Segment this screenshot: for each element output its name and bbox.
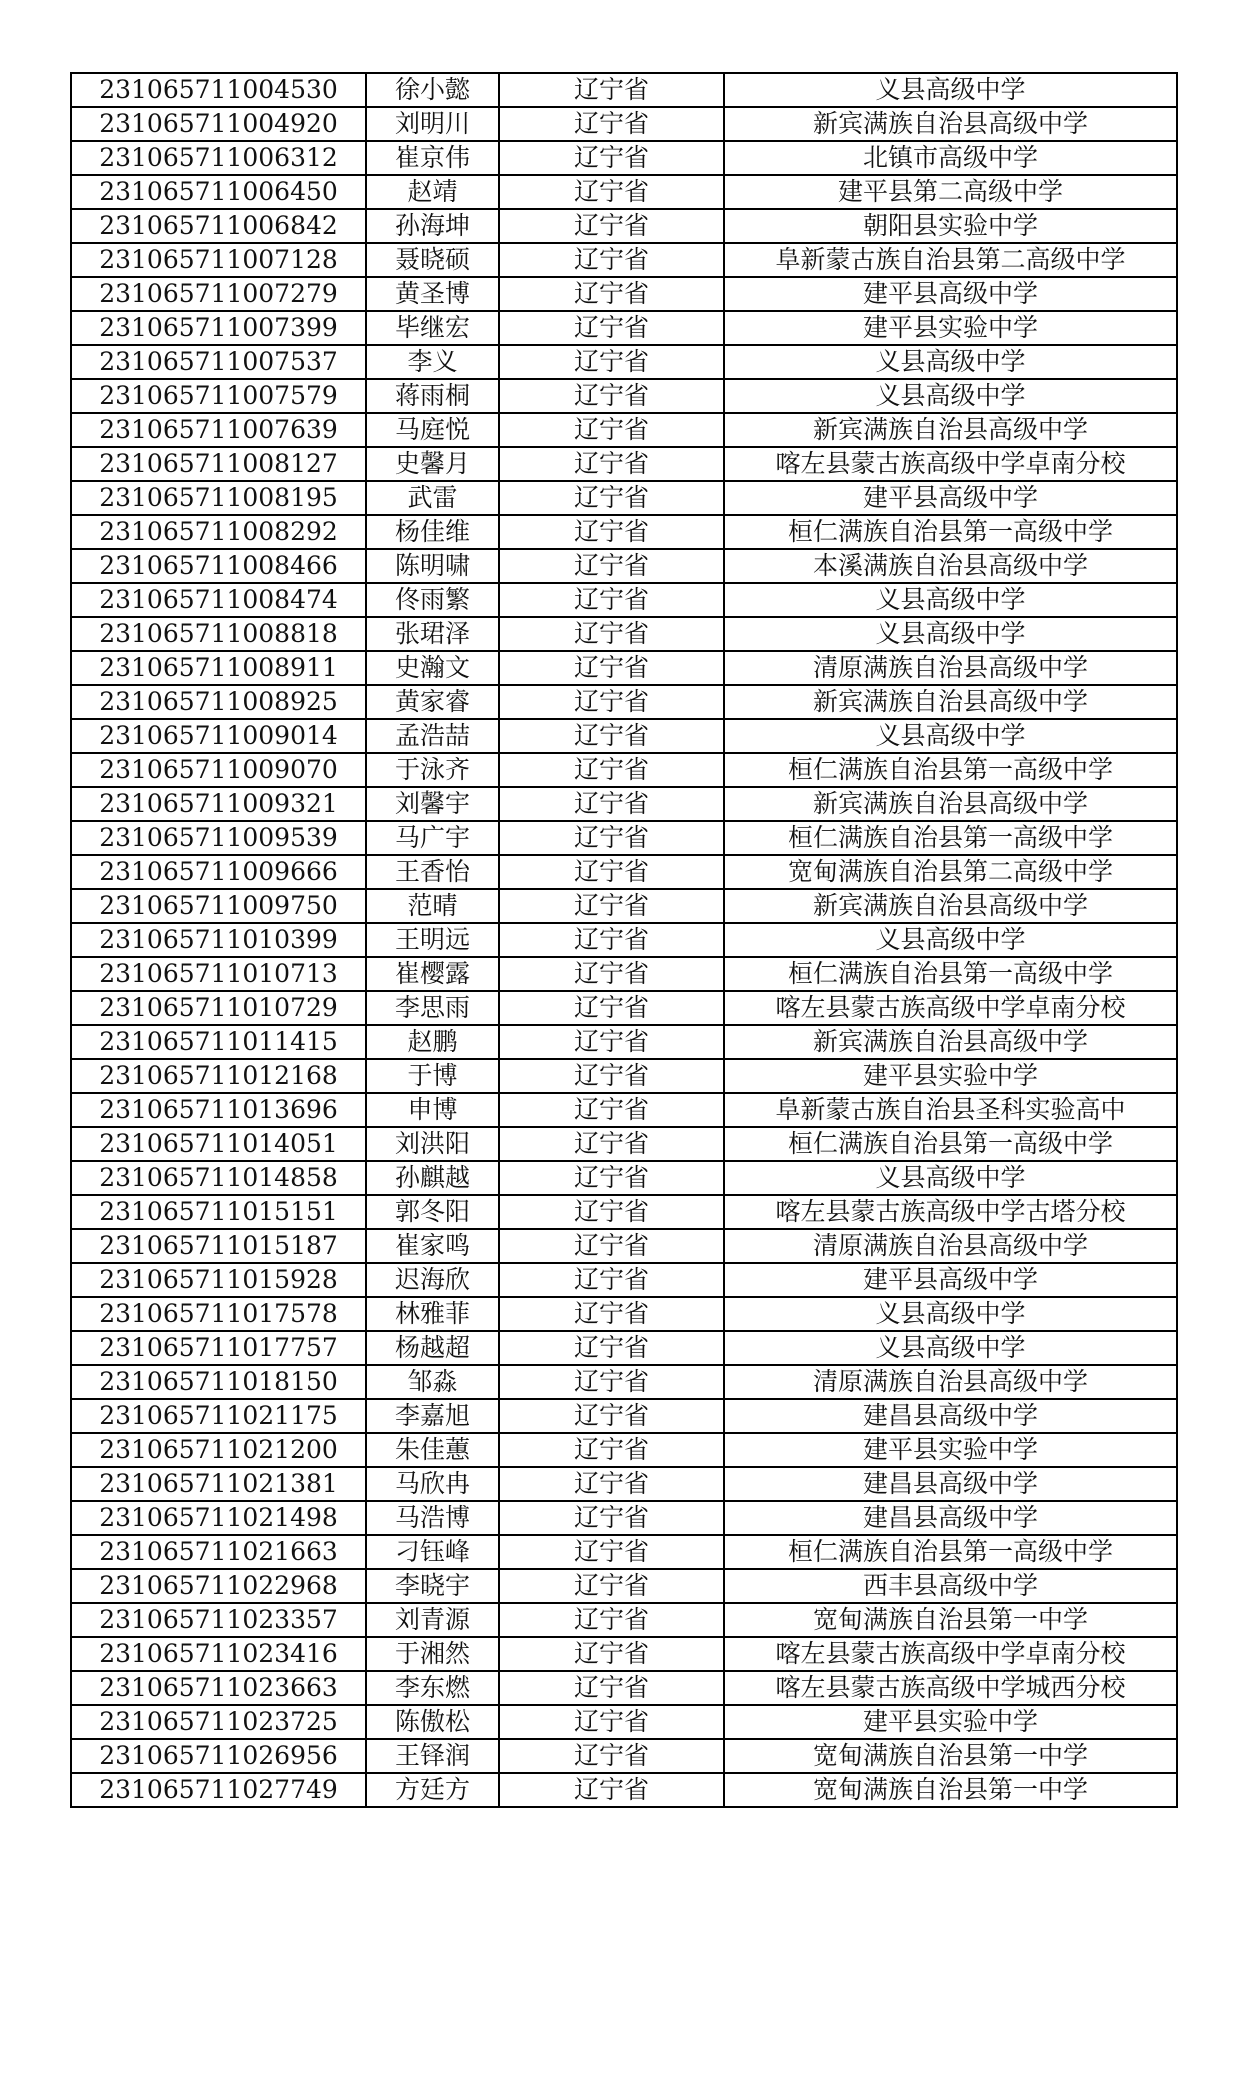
province-cell: 辽宁省: [499, 311, 724, 345]
province-cell: 辽宁省: [499, 1637, 724, 1671]
table-row: [71, 379, 1177, 413]
candidate-number-cell: 231065711007537: [71, 345, 366, 379]
school-name-cell: 建平县高级中学: [724, 1263, 1177, 1297]
candidate-number-cell: 231065711008195: [71, 481, 366, 515]
table-row: [71, 277, 1177, 311]
student-name-cell: 林雅菲: [366, 1297, 499, 1331]
school-name-cell: 北镇市高级中学: [724, 141, 1177, 175]
province-cell: 辽宁省: [499, 957, 724, 991]
candidate-number-cell: 231065711018150: [71, 1365, 366, 1399]
school-name-cell: 建昌县高级中学: [724, 1467, 1177, 1501]
table-row: [71, 651, 1177, 685]
school-name-cell: 宽甸满族自治县第一中学: [724, 1773, 1177, 1807]
table-row: [71, 1535, 1177, 1569]
student-name-cell: 黄圣博: [366, 277, 499, 311]
school-name-cell: 桓仁满族自治县第一高级中学: [724, 957, 1177, 991]
school-name-cell: 喀左县蒙古族高级中学城西分校: [724, 1671, 1177, 1705]
candidate-number-cell: 231065711017757: [71, 1331, 366, 1365]
candidate-number-cell: 231065711008818: [71, 617, 366, 651]
table-row: [71, 685, 1177, 719]
table-row: [71, 175, 1177, 209]
school-name-cell: 清原满族自治县高级中学: [724, 1229, 1177, 1263]
table-row: [71, 753, 1177, 787]
school-name-cell: 义县高级中学: [724, 1331, 1177, 1365]
table-row: [71, 1603, 1177, 1637]
school-name-cell: 义县高级中学: [724, 73, 1177, 107]
candidate-number-cell: 231065711008925: [71, 685, 366, 719]
province-cell: 辽宁省: [499, 1433, 724, 1467]
province-cell: 辽宁省: [499, 685, 724, 719]
school-name-cell: 义县高级中学: [724, 1161, 1177, 1195]
province-cell: 辽宁省: [499, 1093, 724, 1127]
candidate-number-cell: 231065711007639: [71, 413, 366, 447]
candidate-number-cell: 231065711027749: [71, 1773, 366, 1807]
province-cell: 辽宁省: [499, 855, 724, 889]
table-row: [71, 821, 1177, 855]
province-cell: 辽宁省: [499, 1365, 724, 1399]
candidate-number-cell: 231065711023663: [71, 1671, 366, 1705]
school-name-cell: 建平县高级中学: [724, 481, 1177, 515]
school-name-cell: 新宾满族自治县高级中学: [724, 1025, 1177, 1059]
school-name-cell: 阜新蒙古族自治县第二高级中学: [724, 243, 1177, 277]
school-name-cell: 新宾满族自治县高级中学: [724, 107, 1177, 141]
student-name-cell: 刁钰峰: [366, 1535, 499, 1569]
school-name-cell: 喀左县蒙古族高级中学古塔分校: [724, 1195, 1177, 1229]
province-cell: 辽宁省: [499, 209, 724, 243]
candidate-number-cell: 231065711006312: [71, 141, 366, 175]
province-cell: 辽宁省: [499, 1297, 724, 1331]
candidate-number-cell: 231065711022968: [71, 1569, 366, 1603]
table-row: [71, 1127, 1177, 1161]
student-name-cell: 张珺泽: [366, 617, 499, 651]
table-row: [71, 855, 1177, 889]
table-row: [71, 1365, 1177, 1399]
table-row: [71, 1229, 1177, 1263]
student-name-cell: 李东燃: [366, 1671, 499, 1705]
school-name-cell: 喀左县蒙古族高级中学卓南分校: [724, 1637, 1177, 1671]
student-name-cell: 马广宇: [366, 821, 499, 855]
province-cell: 辽宁省: [499, 753, 724, 787]
school-name-cell: 义县高级中学: [724, 583, 1177, 617]
candidate-number-cell: 231065711009014: [71, 719, 366, 753]
province-cell: 辽宁省: [499, 549, 724, 583]
school-name-cell: 建平县实验中学: [724, 1059, 1177, 1093]
table-row: [71, 549, 1177, 583]
candidate-number-cell: 231065711013696: [71, 1093, 366, 1127]
school-name-cell: 桓仁满族自治县第一高级中学: [724, 821, 1177, 855]
province-cell: 辽宁省: [499, 345, 724, 379]
candidate-number-cell: 231065711015187: [71, 1229, 366, 1263]
table-row: [71, 787, 1177, 821]
province-cell: 辽宁省: [499, 1603, 724, 1637]
student-name-cell: 方廷方: [366, 1773, 499, 1807]
school-name-cell: 桓仁满族自治县第一高级中学: [724, 515, 1177, 549]
province-cell: 辽宁省: [499, 1229, 724, 1263]
student-name-cell: 杨佳维: [366, 515, 499, 549]
student-name-cell: 李义: [366, 345, 499, 379]
student-name-cell: 范晴: [366, 889, 499, 923]
province-cell: 辽宁省: [499, 1501, 724, 1535]
student-name-cell: 孙海坤: [366, 209, 499, 243]
student-name-cell: 马欣冉: [366, 1467, 499, 1501]
student-name-cell: 史瀚文: [366, 651, 499, 685]
student-name-cell: 朱佳蕙: [366, 1433, 499, 1467]
student-name-cell: 刘洪阳: [366, 1127, 499, 1161]
province-cell: 辽宁省: [499, 651, 724, 685]
school-name-cell: 建平县第二高级中学: [724, 175, 1177, 209]
province-cell: 辽宁省: [499, 1467, 724, 1501]
student-name-cell: 崔京伟: [366, 141, 499, 175]
table-row: [71, 413, 1177, 447]
province-cell: 辽宁省: [499, 821, 724, 855]
student-name-cell: 郭冬阳: [366, 1195, 499, 1229]
candidate-number-cell: 231065711006842: [71, 209, 366, 243]
school-name-cell: 喀左县蒙古族高级中学卓南分校: [724, 447, 1177, 481]
province-cell: 辽宁省: [499, 1059, 724, 1093]
table-row: [71, 1501, 1177, 1535]
province-cell: 辽宁省: [499, 1671, 724, 1705]
candidate-number-cell: 231065711004530: [71, 73, 366, 107]
student-name-cell: 黄家睿: [366, 685, 499, 719]
table-row: [71, 345, 1177, 379]
province-cell: 辽宁省: [499, 1025, 724, 1059]
student-name-cell: 邹淼: [366, 1365, 499, 1399]
province-cell: 辽宁省: [499, 1263, 724, 1297]
candidate-number-cell: 231065711007399: [71, 311, 366, 345]
candidate-number-cell: 231065711014858: [71, 1161, 366, 1195]
school-name-cell: 清原满族自治县高级中学: [724, 1365, 1177, 1399]
candidate-number-cell: 231065711007279: [71, 277, 366, 311]
school-name-cell: 建平县实验中学: [724, 1433, 1177, 1467]
table-row: [71, 1331, 1177, 1365]
candidate-number-cell: 231065711023725: [71, 1705, 366, 1739]
province-cell: 辽宁省: [499, 1739, 724, 1773]
student-name-cell: 杨越超: [366, 1331, 499, 1365]
table-row: [71, 481, 1177, 515]
province-cell: 辽宁省: [499, 787, 724, 821]
candidate-number-cell: 231065711023416: [71, 1637, 366, 1671]
province-cell: 辽宁省: [499, 73, 724, 107]
school-name-cell: 义县高级中学: [724, 1297, 1177, 1331]
candidate-number-cell: 231065711008127: [71, 447, 366, 481]
student-name-cell: 刘青源: [366, 1603, 499, 1637]
table-row: [71, 991, 1177, 1025]
candidate-number-cell: 231065711009750: [71, 889, 366, 923]
candidate-number-cell: 231065711010729: [71, 991, 366, 1025]
table-row: [71, 583, 1177, 617]
province-cell: 辽宁省: [499, 1127, 724, 1161]
candidate-number-cell: 231065711015151: [71, 1195, 366, 1229]
table-row: [71, 447, 1177, 481]
school-name-cell: 新宾满族自治县高级中学: [724, 413, 1177, 447]
roster-table: [70, 72, 1178, 1808]
province-cell: 辽宁省: [499, 107, 724, 141]
table-row: [71, 107, 1177, 141]
school-name-cell: 义县高级中学: [724, 617, 1177, 651]
student-name-cell: 赵鹏: [366, 1025, 499, 1059]
candidate-number-cell: 231065711010713: [71, 957, 366, 991]
student-name-cell: 聂晓硕: [366, 243, 499, 277]
student-name-cell: 申博: [366, 1093, 499, 1127]
school-name-cell: 新宾满族自治县高级中学: [724, 787, 1177, 821]
province-cell: 辽宁省: [499, 1705, 724, 1739]
school-name-cell: 义县高级中学: [724, 345, 1177, 379]
student-name-cell: 崔樱露: [366, 957, 499, 991]
table-row: [71, 311, 1177, 345]
province-cell: 辽宁省: [499, 175, 724, 209]
candidate-number-cell: 231065711007128: [71, 243, 366, 277]
student-name-cell: 刘馨宇: [366, 787, 499, 821]
school-name-cell: 建平县实验中学: [724, 311, 1177, 345]
table-row: [71, 73, 1177, 107]
candidate-number-cell: 231065711009539: [71, 821, 366, 855]
candidate-number-cell: 231065711009321: [71, 787, 366, 821]
student-name-cell: 马浩博: [366, 1501, 499, 1535]
candidate-number-cell: 231065711007579: [71, 379, 366, 413]
school-name-cell: 新宾满族自治县高级中学: [724, 889, 1177, 923]
school-name-cell: 喀左县蒙古族高级中学卓南分校: [724, 991, 1177, 1025]
school-name-cell: 清原满族自治县高级中学: [724, 651, 1177, 685]
table-row: [71, 1263, 1177, 1297]
student-name-cell: 崔家鸣: [366, 1229, 499, 1263]
table-row: [71, 1467, 1177, 1501]
province-cell: 辽宁省: [499, 583, 724, 617]
school-name-cell: 朝阳县实验中学: [724, 209, 1177, 243]
table-row: [71, 243, 1177, 277]
student-name-cell: 马庭悦: [366, 413, 499, 447]
table-row: [71, 1705, 1177, 1739]
student-name-cell: 赵靖: [366, 175, 499, 209]
student-name-cell: 陈明啸: [366, 549, 499, 583]
student-name-cell: 武雷: [366, 481, 499, 515]
candidate-number-cell: 231065711021175: [71, 1399, 366, 1433]
candidate-number-cell: 231065711021200: [71, 1433, 366, 1467]
student-name-cell: 孙麒越: [366, 1161, 499, 1195]
table-row: [71, 209, 1177, 243]
table-row: [71, 719, 1177, 753]
student-name-cell: 陈傲松: [366, 1705, 499, 1739]
student-name-cell: 刘明川: [366, 107, 499, 141]
province-cell: 辽宁省: [499, 719, 724, 753]
table-row: [71, 1569, 1177, 1603]
student-name-cell: 孟浩喆: [366, 719, 499, 753]
province-cell: 辽宁省: [499, 481, 724, 515]
table-row: [71, 923, 1177, 957]
table-row: [71, 1773, 1177, 1807]
candidate-number-cell: 231065711011415: [71, 1025, 366, 1059]
school-name-cell: 宽甸满族自治县第一中学: [724, 1739, 1177, 1773]
candidate-number-cell: 231065711014051: [71, 1127, 366, 1161]
candidate-number-cell: 231065711008474: [71, 583, 366, 617]
student-name-cell: 于湘然: [366, 1637, 499, 1671]
school-name-cell: 宽甸满族自治县第二高级中学: [724, 855, 1177, 889]
table-row: [71, 1433, 1177, 1467]
candidate-number-cell: 231065711023357: [71, 1603, 366, 1637]
province-cell: 辽宁省: [499, 515, 724, 549]
school-name-cell: 阜新蒙古族自治县圣科实验高中: [724, 1093, 1177, 1127]
student-name-cell: 于泳齐: [366, 753, 499, 787]
candidate-number-cell: 231065711008292: [71, 515, 366, 549]
province-cell: 辽宁省: [499, 889, 724, 923]
province-cell: 辽宁省: [499, 1331, 724, 1365]
province-cell: 辽宁省: [499, 617, 724, 651]
student-name-cell: 迟海欣: [366, 1263, 499, 1297]
table-row: [71, 1297, 1177, 1331]
school-name-cell: 义县高级中学: [724, 719, 1177, 753]
province-cell: 辽宁省: [499, 1773, 724, 1807]
school-name-cell: 建昌县高级中学: [724, 1501, 1177, 1535]
school-name-cell: 桓仁满族自治县第一高级中学: [724, 1535, 1177, 1569]
candidate-number-cell: 231065711021663: [71, 1535, 366, 1569]
candidate-number-cell: 231065711017578: [71, 1297, 366, 1331]
table-row: [71, 1637, 1177, 1671]
table-row: [71, 1739, 1177, 1773]
table-row: [71, 1093, 1177, 1127]
student-name-cell: 于博: [366, 1059, 499, 1093]
table-row: [71, 1161, 1177, 1195]
school-name-cell: 建平县实验中学: [724, 1705, 1177, 1739]
candidate-number-cell: 231065711026956: [71, 1739, 366, 1773]
table-row: [71, 1025, 1177, 1059]
student-name-cell: 李晓宇: [366, 1569, 499, 1603]
candidate-number-cell: 231065711012168: [71, 1059, 366, 1093]
student-name-cell: 佟雨繁: [366, 583, 499, 617]
province-cell: 辽宁省: [499, 1535, 724, 1569]
table-row: [71, 1671, 1177, 1705]
table-row: [71, 1059, 1177, 1093]
table-row: [71, 617, 1177, 651]
table-row: [71, 141, 1177, 175]
table-row: [71, 515, 1177, 549]
school-name-cell: 建昌县高级中学: [724, 1399, 1177, 1433]
student-name-cell: 毕继宏: [366, 311, 499, 345]
roster-table-body: [71, 73, 1177, 1807]
school-name-cell: 新宾满族自治县高级中学: [724, 685, 1177, 719]
school-name-cell: 桓仁满族自治县第一高级中学: [724, 753, 1177, 787]
school-name-cell: 宽甸满族自治县第一中学: [724, 1603, 1177, 1637]
candidate-number-cell: 231065711009070: [71, 753, 366, 787]
student-name-cell: 史馨月: [366, 447, 499, 481]
candidate-number-cell: 231065711004920: [71, 107, 366, 141]
student-name-cell: 蒋雨桐: [366, 379, 499, 413]
province-cell: 辽宁省: [499, 1161, 724, 1195]
school-name-cell: 义县高级中学: [724, 923, 1177, 957]
school-name-cell: 建平县高级中学: [724, 277, 1177, 311]
candidate-number-cell: 231065711008911: [71, 651, 366, 685]
province-cell: 辽宁省: [499, 243, 724, 277]
table-row: [71, 889, 1177, 923]
province-cell: 辽宁省: [499, 1569, 724, 1603]
province-cell: 辽宁省: [499, 923, 724, 957]
student-name-cell: 徐小懿: [366, 73, 499, 107]
province-cell: 辽宁省: [499, 447, 724, 481]
candidate-number-cell: 231065711015928: [71, 1263, 366, 1297]
province-cell: 辽宁省: [499, 1195, 724, 1229]
school-name-cell: 西丰县高级中学: [724, 1569, 1177, 1603]
candidate-number-cell: 231065711010399: [71, 923, 366, 957]
school-name-cell: 本溪满族自治县高级中学: [724, 549, 1177, 583]
candidate-number-cell: 231065711021381: [71, 1467, 366, 1501]
province-cell: 辽宁省: [499, 277, 724, 311]
student-name-cell: 王铎润: [366, 1739, 499, 1773]
candidate-number-cell: 231065711006450: [71, 175, 366, 209]
student-name-cell: 李嘉旭: [366, 1399, 499, 1433]
province-cell: 辽宁省: [499, 1399, 724, 1433]
province-cell: 辽宁省: [499, 141, 724, 175]
candidate-number-cell: 231065711008466: [71, 549, 366, 583]
table-row: [71, 1399, 1177, 1433]
student-name-cell: 李思雨: [366, 991, 499, 1025]
school-name-cell: 义县高级中学: [724, 379, 1177, 413]
student-name-cell: 王明远: [366, 923, 499, 957]
province-cell: 辽宁省: [499, 413, 724, 447]
candidate-number-cell: 231065711021498: [71, 1501, 366, 1535]
student-name-cell: 王香怡: [366, 855, 499, 889]
province-cell: 辽宁省: [499, 991, 724, 1025]
school-name-cell: 桓仁满族自治县第一高级中学: [724, 1127, 1177, 1161]
table-row: [71, 1195, 1177, 1229]
table-row: [71, 957, 1177, 991]
province-cell: 辽宁省: [499, 379, 724, 413]
candidate-number-cell: 231065711009666: [71, 855, 366, 889]
